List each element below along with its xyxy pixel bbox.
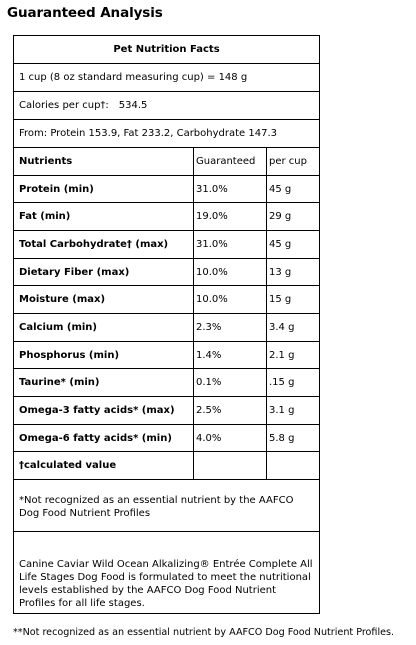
calorie-sources: From: Protein 153.9, Fat 233.2, Carbohydrate 147.3 xyxy=(14,120,320,148)
nutrient-per-cup: 3.1 g xyxy=(267,397,320,425)
nutrient-name: Protein (min) xyxy=(14,176,194,203)
nutrient-guaranteed: 31.0% xyxy=(194,176,267,203)
nutrient-per-cup: 3.4 g xyxy=(267,314,320,342)
nutrient-name: Moisture (max) xyxy=(14,286,194,314)
nutrient-guaranteed: 19.0% xyxy=(194,203,267,231)
nutrient-name: Omega-6 fatty acids* (min) xyxy=(14,425,194,452)
calories-cell xyxy=(14,92,320,120)
table-row xyxy=(14,176,320,203)
nutrition-facts-table xyxy=(13,35,320,614)
facts-title-row xyxy=(14,36,320,64)
nutrient-guaranteed: 1.4% xyxy=(194,342,267,369)
column-header-guaranteed: Guaranteed xyxy=(194,148,267,176)
nutrient-guaranteed: 0.1% xyxy=(194,369,267,397)
aafco-note: *Not recognized as an essential nutrient by the AAFCO Dog Food Nutrient Profiles xyxy=(14,480,320,532)
table-row xyxy=(14,286,320,314)
nutrient-name: Calcium (min) xyxy=(14,314,194,342)
nutrient-per-cup: 45 g xyxy=(267,231,320,259)
table-row xyxy=(14,314,320,342)
column-header-per-cup: per cup xyxy=(267,148,320,176)
nutrient-per-cup: 2.1 g xyxy=(267,342,320,369)
nutrient-per-cup: 13 g xyxy=(267,259,320,286)
nutrient-per-cup: 45 g xyxy=(267,176,320,203)
statement-row xyxy=(14,532,320,614)
nutrient-name: Total Carbohydrate† (max) xyxy=(14,231,194,259)
calculated-note-row xyxy=(14,452,320,480)
nutrient-guaranteed: 2.3% xyxy=(194,314,267,342)
nutrient-guaranteed: 10.0% xyxy=(194,286,267,314)
table-row xyxy=(14,342,320,369)
nutrient-guaranteed: 31.0% xyxy=(194,231,267,259)
nutrient-name: Fat (min) xyxy=(14,203,194,231)
serving-size: 1 cup (8 oz standard measuring cup) = 148 g xyxy=(14,64,320,92)
page-heading: Guaranteed Analysis xyxy=(7,5,163,21)
nutrient-per-cup: 29 g xyxy=(267,203,320,231)
empty-cell xyxy=(267,452,320,480)
calories-value: 534.5 xyxy=(118,100,148,111)
column-header-row xyxy=(14,148,320,176)
nutrient-name: Dietary Fiber (max) xyxy=(14,259,194,286)
nutrient-guaranteed: 4.0% xyxy=(194,425,267,452)
table-row xyxy=(14,369,320,397)
formulation-statement: Canine Caviar Wild Ocean Alkalizing® Entrée Complete All Life Stages Dog Food is formulated to meet the nutritional levels established by the AAFCO Dog Food Nutrient Profiles for all life stages. xyxy=(14,532,320,614)
nutrient-guaranteed: 10.0% xyxy=(194,259,267,286)
calories-label: Calories per cup†: xyxy=(19,100,109,111)
nutrient-name: Phosphorus (min) xyxy=(14,342,194,369)
nutrient-per-cup: 5.8 g xyxy=(267,425,320,452)
calculated-note: †calculated value xyxy=(14,452,194,480)
column-header-nutrients: Nutrients xyxy=(14,148,194,176)
nutrient-guaranteed: 2.5% xyxy=(194,397,267,425)
serving-row xyxy=(14,64,320,92)
facts-title: Pet Nutrition Facts xyxy=(14,36,320,64)
nutrient-name: Taurine* (min) xyxy=(14,369,194,397)
from-row xyxy=(14,120,320,148)
table-row xyxy=(14,203,320,231)
table-row xyxy=(14,425,320,452)
nutrient-per-cup: 15 g xyxy=(267,286,320,314)
aafco-note-row xyxy=(14,480,320,532)
nutrient-per-cup: .15 g xyxy=(267,369,320,397)
table-row xyxy=(14,259,320,286)
empty-cell xyxy=(194,452,267,480)
calories-row xyxy=(14,92,320,120)
nutrient-name: Omega-3 fatty acids* (max) xyxy=(14,397,194,425)
table-row xyxy=(14,397,320,425)
table-row xyxy=(14,231,320,259)
page-footnote: **Not recognized as an essential nutrient by AAFCO Dog Food Nutrient Profiles. xyxy=(13,627,395,638)
